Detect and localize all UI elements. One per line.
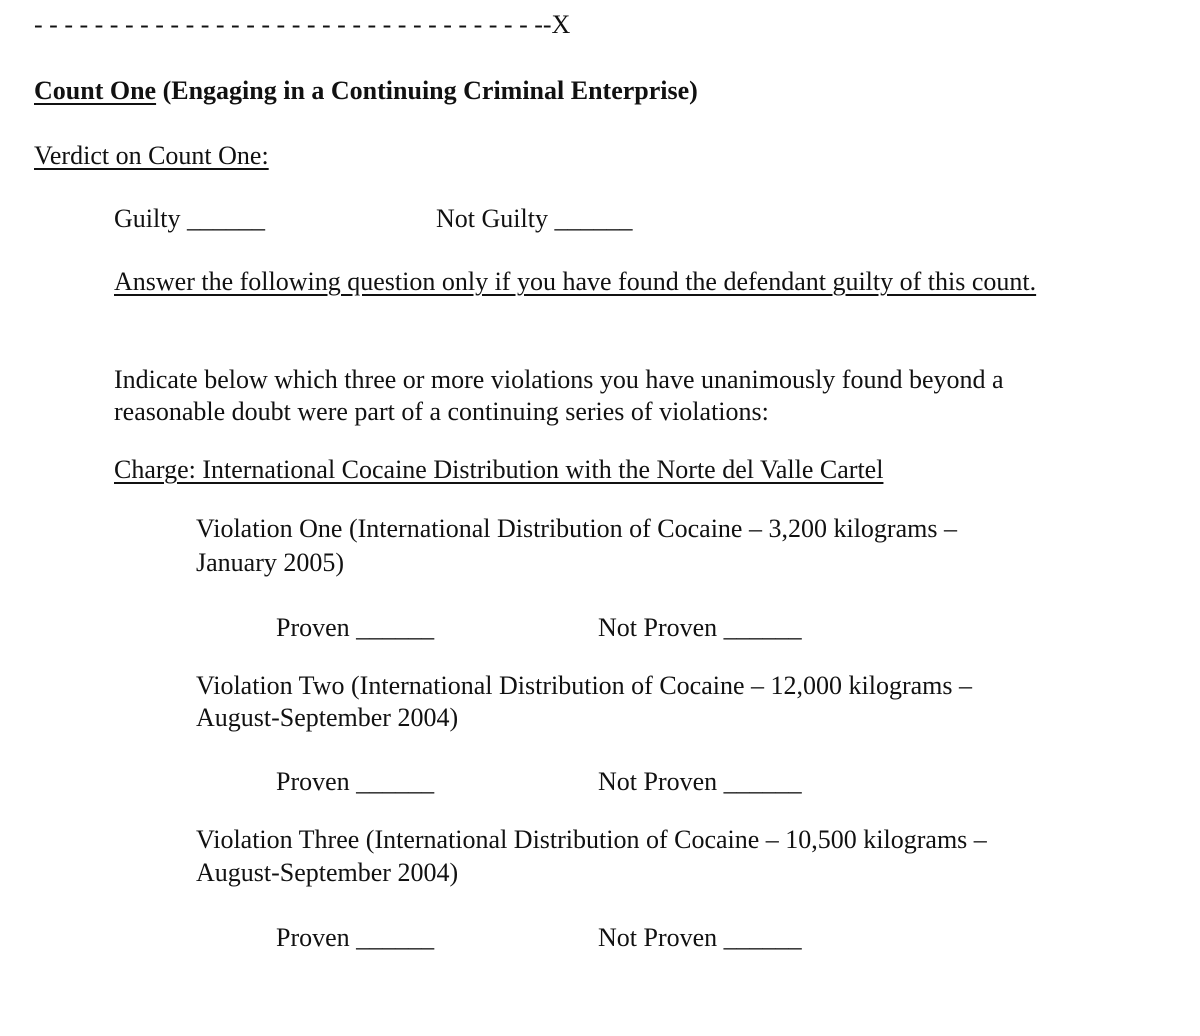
indicate-instruction: Indicate below which three or more violations you have unanimously found beyond a reasonable doubt were part of a continuing series of violations: [114, 365, 1004, 426]
violation-two-not-proven-blank[interactable]: Not Proven ______ [598, 767, 802, 796]
violation-three-line1: Violation Three (International Distribution of Cocaine – 10,500 kilograms – [196, 825, 987, 854]
count-title: Count One [34, 76, 157, 105]
verdict-label: Verdict on Count One: [34, 141, 269, 170]
violation-one-proven-blank[interactable]: Proven ______ [276, 613, 435, 642]
violation-three-not-proven-blank[interactable]: Not Proven ______ [598, 923, 802, 952]
violation-one-line2: January 2005) [196, 548, 345, 577]
count-subtitle: (Engaging in a Continuing Criminal Enterprise) [156, 76, 698, 105]
guilty-blank[interactable]: Guilty ______ [114, 204, 265, 233]
separator-mark: -X [542, 10, 571, 39]
violation-two-line1: Violation Two (International Distribution of Cocaine – 12,000 kilograms – [196, 671, 973, 700]
violation-three-line2: August-September 2004) [196, 858, 459, 887]
violation-two-line2: August-September 2004) [196, 703, 459, 732]
violation-three-proven-blank[interactable]: Proven ______ [276, 923, 435, 952]
separator-dashes: - - - - - - - - - - - - - - - - - - - - - - - - - - - - - - - - - - [34, 10, 543, 39]
violation-one-not-proven-blank[interactable]: Not Proven ______ [598, 613, 802, 642]
violation-two-proven-blank[interactable]: Proven ______ [276, 767, 435, 796]
not-guilty-blank[interactable]: Not Guilty ______ [436, 204, 633, 233]
conditional-instruction: Answer the following question only if you have found the defendant guilty of this count. [114, 267, 1037, 296]
violation-one-line1: Violation One (International Distribution of Cocaine – 3,200 kilograms – [196, 514, 957, 543]
charge-heading: Charge: International Cocaine Distribution with the Norte del Valle Cartel [114, 455, 884, 484]
count-heading [34, 78, 698, 104]
case-caption-separator [34, 12, 570, 38]
